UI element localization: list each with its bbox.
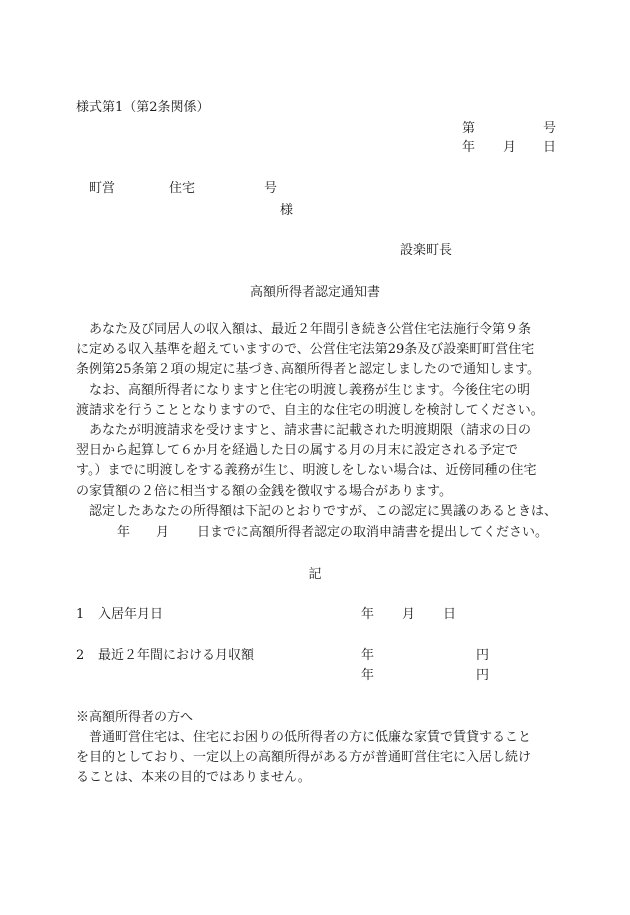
recipient-town: 町営 <box>89 181 116 196</box>
date-day: 日 <box>543 140 557 155</box>
body-line: あなた及び同居人の収入額は、最近２年間引き続き公営住宅法施行令第９条 <box>89 322 532 337</box>
number-prefix: 第 <box>462 121 476 136</box>
body-line: 条例第25条第２項の規定に基づき､高額所得者と認定しましたので通知します。 <box>76 362 541 377</box>
body-line: に定める収入基準を超えていますので、公営住宅法第29条及び設楽町町営住宅 <box>76 342 535 357</box>
note-line: を目的としており、一定以上の高額所得がある方が普通町営住宅に入居し続け <box>76 750 532 765</box>
issuer: 設楽町長 <box>400 243 453 258</box>
item-year: 年 <box>361 607 375 622</box>
item-number: 1 <box>76 607 85 622</box>
body-line: の家賃額の２倍に相当する額の金銭を徴収する場合があります。 <box>76 484 452 499</box>
item-year: 年 <box>361 668 375 683</box>
item-label-move-in-date: 入居年月日 <box>98 607 164 622</box>
note-heading: ※高額所得者の方へ <box>76 710 194 725</box>
item-yen: 円 <box>476 668 490 683</box>
body-line: 日までに高額所得者認定の取消申請書を提出してください。 <box>197 525 549 540</box>
item-label-monthly-income: 最近２年間における月収額 <box>98 648 255 663</box>
item-yen: 円 <box>476 648 490 663</box>
body-line: あなたが明渡請求を受けますと、請求書に記載された明渡期限（請求の日の <box>89 423 532 438</box>
note-line: 普通町営住宅は、住宅にお困りの低所得者の方に低廉な家賃で賃貸すること <box>89 730 532 745</box>
document-title: 高額所得者認定通知書 <box>249 285 381 300</box>
item-number: 2 <box>76 648 85 663</box>
body-line: 認定したあなたの所得額は下記のとおりですが、この認定に異議のあるときは、 <box>89 504 558 519</box>
note-line: ることは、本来の目的ではありません。 <box>76 770 311 785</box>
form-label: 様式第1（第2条関係） <box>76 100 210 115</box>
recipient-housing: 住宅 <box>169 181 196 196</box>
ki-heading: 記 <box>308 567 322 582</box>
date-month: 月 <box>503 140 517 155</box>
body-line: す。）までに明渡しをする義務が生じ、明渡しをしない場合は、近傍同種の住宅 <box>76 463 537 478</box>
number-suffix: 号 <box>543 121 557 136</box>
body-line: 渡請求を行うこととなりますので、自主的な住宅の明渡しを検討してください。 <box>76 403 544 418</box>
recipient-number: 号 <box>264 181 278 196</box>
item-day: 日 <box>443 607 457 622</box>
item-year: 年 <box>361 648 375 663</box>
deadline-month: 月 <box>156 525 170 540</box>
body-line: なお、高額所得者になりますと住宅の明渡し義務が生じます。今後住宅の明 <box>89 383 530 398</box>
date-year: 年 <box>462 140 476 155</box>
recipient-honorific: 様 <box>280 203 294 218</box>
body-line: 翌日から起算して６か月を経過した日の属する月の月末に設定される予定で <box>76 443 519 458</box>
deadline-year: 年 <box>117 525 131 540</box>
item-month: 月 <box>402 607 416 622</box>
